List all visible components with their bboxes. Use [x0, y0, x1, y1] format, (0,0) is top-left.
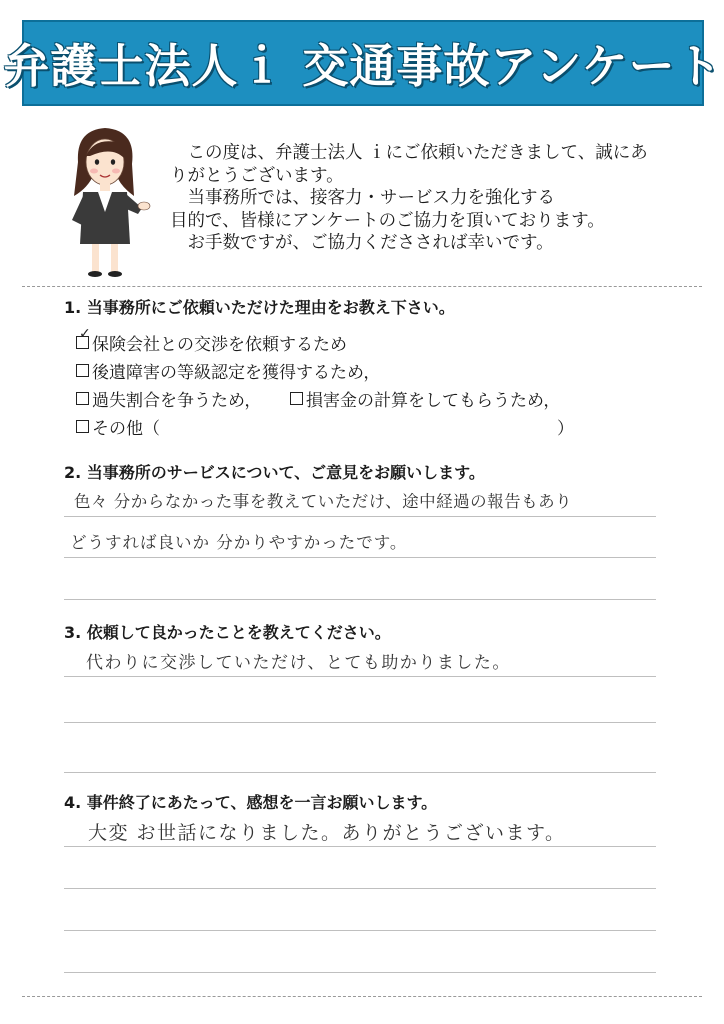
checkbox[interactable]	[290, 392, 303, 405]
checkbox[interactable]	[76, 392, 89, 405]
intro-message	[170, 142, 690, 255]
handwritten-answer: 大変 お世話になりました。ありがとうございます。	[88, 822, 566, 844]
option-insurance-negotiation[interactable]	[76, 326, 347, 355]
handwritten-answer: どうすれば良いか 分かりやすかったです。	[70, 533, 408, 552]
check-icon: ✓	[79, 326, 91, 342]
option-label: 後遺障害の等級認定を獲得するため，	[92, 363, 381, 383]
intro-line: 当事務所では、接客力・サービス力を強化する	[170, 188, 555, 208]
question-2-title: 2. 当事務所のサービスについて、ご意見をお願いします。	[64, 463, 485, 482]
option-other[interactable]	[76, 414, 160, 439]
survey-title: 弁護士法人ｉ 交通事故アンケート	[3, 39, 723, 93]
answer-line	[64, 772, 656, 773]
staff-illustration	[50, 122, 160, 282]
intro-line: お手数ですが、ご協力くださされば幸いです。	[170, 233, 554, 253]
answer-line	[64, 722, 656, 723]
other-close-paren: ）	[557, 419, 574, 439]
option-label: 保険会社との交渉を依頼するため	[92, 335, 347, 355]
option-damage-calculation[interactable]	[290, 386, 560, 411]
answer-line	[64, 676, 656, 677]
answer-line	[64, 972, 656, 973]
section-divider	[22, 996, 702, 997]
question-1-title: 1. 当事務所にご依頼いただけた理由をお教え下さい。	[64, 298, 455, 317]
section-divider	[22, 286, 702, 287]
handwritten-answer: 色々 分からなかった事を教えていただけ、途中経過の報告もあり	[74, 492, 573, 511]
option-label: その他（	[92, 419, 160, 439]
answer-line	[64, 846, 656, 847]
option-fault-ratio[interactable]	[76, 386, 261, 411]
option-disability-grade[interactable]	[76, 358, 380, 383]
answer-line	[64, 516, 656, 517]
title-banner	[3, 20, 723, 106]
intro-line: りがとうございます。	[170, 165, 344, 186]
checkbox[interactable]	[76, 326, 91, 349]
question-3-title: 3. 依頼して良かったことを教えてください。	[64, 623, 391, 642]
option-label: 過失割合を争うため，	[92, 391, 262, 411]
intro-line: この度は、弁護士法人 ｉにご依頼いただきまして、誠にあ	[170, 143, 648, 163]
answer-line	[64, 930, 656, 931]
question-4-title: 4. 事件終了にあたって、感想を一言お願いします。	[64, 793, 438, 812]
checkbox[interactable]	[76, 364, 89, 377]
handwritten-answer: 代わりに交渉していただけ、とても助かりました。	[86, 653, 511, 673]
answer-line	[64, 888, 656, 889]
answer-line	[64, 557, 656, 558]
checkbox[interactable]	[76, 420, 89, 433]
option-label: 損害金の計算をしてもらうため，	[306, 391, 561, 411]
intro-line: 目的で、皆様にアンケートのご協力を頂いております。	[170, 210, 605, 231]
answer-line	[64, 599, 656, 600]
